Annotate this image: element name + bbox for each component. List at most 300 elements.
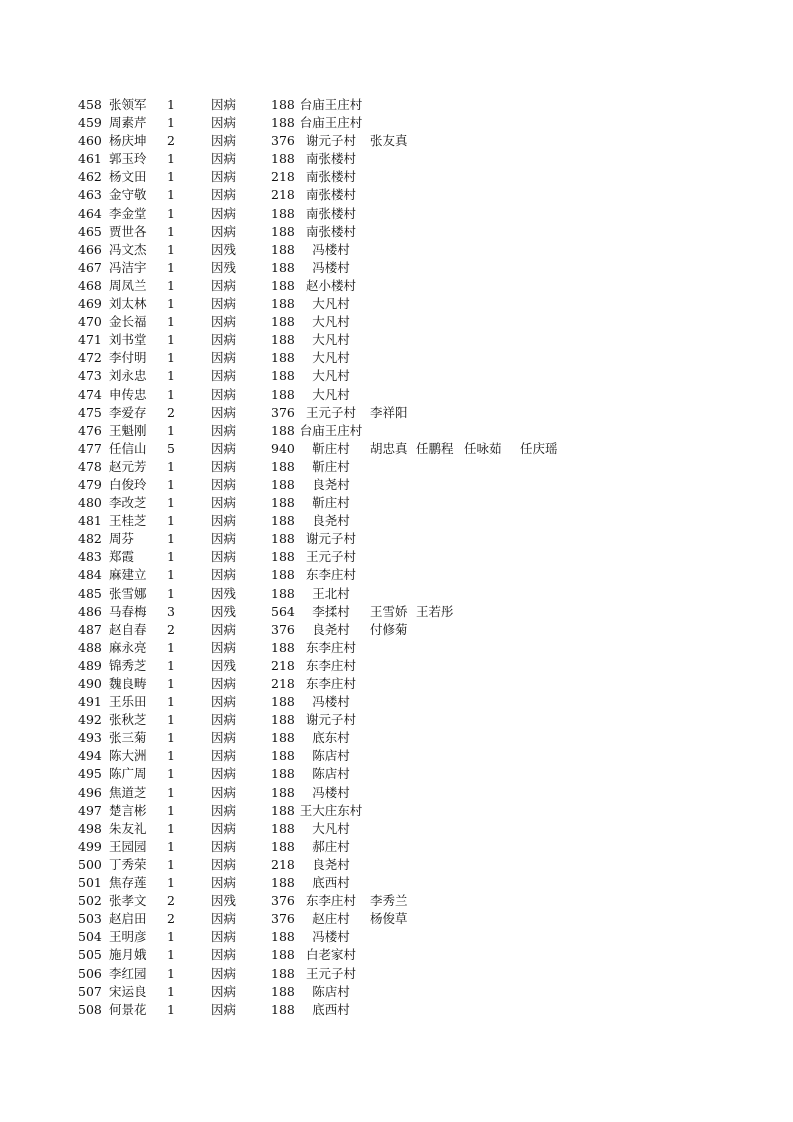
reason-cell: 因病 (211, 802, 237, 818)
row-number-cell: 497 (78, 802, 102, 818)
amount-cell: 188 (271, 802, 295, 818)
household-count-cell: 1 (167, 187, 175, 203)
row-number-cell: 468 (78, 277, 102, 293)
recipient-name-cell: 王乐田 (109, 694, 147, 710)
household-count-cell: 1 (167, 766, 175, 782)
recipient-name-cell: 刘书堂 (109, 332, 147, 348)
amount-cell: 188 (271, 259, 295, 275)
reason-cell: 因病 (211, 784, 237, 800)
reason-cell: 因残 (211, 893, 237, 909)
household-count-cell: 1 (167, 332, 175, 348)
row-number-cell: 477 (78, 440, 102, 456)
recipient-name-cell: 焦道芝 (109, 784, 147, 800)
recipient-name-cell: 李红园 (109, 965, 147, 981)
member-name-cell: 任咏茹 (464, 440, 502, 456)
row-number-cell: 483 (78, 549, 102, 565)
recipient-name-cell: 冯文杰 (109, 241, 147, 257)
village-cell: 王元子村 (305, 549, 356, 565)
amount-cell: 188 (271, 386, 295, 402)
row-number-cell: 487 (78, 621, 102, 637)
household-count-cell: 2 (167, 404, 175, 420)
row-number-cell: 500 (78, 856, 102, 872)
household-count-cell: 1 (167, 567, 175, 583)
reason-cell: 因病 (211, 531, 237, 547)
recipient-name-cell: 施月娥 (109, 947, 147, 963)
village-cell: 大凡村 (312, 350, 350, 366)
table-row (0, 386, 793, 404)
amount-cell: 188 (271, 513, 295, 529)
row-number-cell: 486 (78, 603, 102, 619)
row-number-cell: 507 (78, 983, 102, 999)
village-cell: 良尧村 (312, 621, 350, 637)
village-cell: 大凡村 (312, 314, 350, 330)
household-count-cell: 1 (167, 983, 175, 999)
village-cell: 东李庄村 (305, 893, 356, 909)
village-cell: 底西村 (312, 875, 350, 891)
amount-cell: 188 (271, 694, 295, 710)
household-count-cell: 1 (167, 151, 175, 167)
household-count-cell: 1 (167, 1001, 175, 1017)
village-cell: 李揉村 (312, 603, 350, 619)
household-count-cell: 1 (167, 386, 175, 402)
amount-cell: 188 (271, 567, 295, 583)
table-row (0, 349, 793, 367)
recipient-name-cell: 魏良畴 (109, 676, 147, 691)
table-row (0, 892, 793, 910)
recipient-name-cell: 王魁刚 (109, 422, 147, 438)
household-count-cell: 1 (167, 458, 175, 474)
row-number-cell: 504 (78, 929, 102, 945)
row-number-cell: 464 (78, 205, 102, 221)
recipient-name-cell: 郑霞 (109, 549, 135, 565)
member-name-cell: 杨俊草 (370, 911, 408, 927)
table-row (0, 494, 793, 512)
reason-cell: 因病 (211, 495, 237, 511)
village-cell: 靳庄村 (312, 458, 350, 474)
reason-cell: 因病 (211, 694, 237, 710)
row-number-cell: 480 (78, 495, 102, 511)
village-cell: 赵庄村 (312, 911, 350, 927)
household-count-cell: 1 (167, 277, 175, 293)
household-count-cell: 1 (167, 929, 175, 945)
recipient-name-cell: 王园园 (109, 838, 147, 854)
recipient-name-cell: 王桂芝 (109, 513, 147, 529)
row-number-cell: 479 (78, 476, 102, 492)
reason-cell: 因病 (211, 97, 237, 112)
reason-cell: 因病 (211, 730, 237, 746)
village-cell: 王大庄东村 (299, 802, 363, 818)
recipient-name-cell: 李付明 (109, 350, 147, 366)
village-cell: 台庙王庄村 (299, 97, 363, 112)
village-cell: 东李庄村 (305, 657, 356, 673)
recipient-name-cell: 丁秀荣 (109, 856, 147, 872)
table-row (0, 241, 793, 259)
household-count-cell: 1 (167, 296, 175, 312)
village-cell: 王元子村 (305, 965, 356, 981)
recipient-name-cell: 郭玉玲 (109, 151, 147, 167)
table-row (0, 1001, 793, 1019)
reason-cell: 因残 (211, 603, 237, 619)
village-cell: 赵小楼村 (305, 277, 356, 293)
amount-cell: 188 (271, 241, 295, 257)
amount-cell: 188 (271, 929, 295, 945)
amount-cell: 188 (271, 784, 295, 800)
recipient-name-cell: 赵自春 (109, 621, 147, 637)
household-count-cell: 2 (167, 911, 175, 927)
amount-cell: 188 (271, 277, 295, 293)
table-row (0, 223, 793, 241)
household-count-cell: 1 (167, 241, 175, 257)
row-number-cell: 499 (78, 838, 102, 854)
amount-cell: 218 (271, 856, 295, 872)
row-number-cell: 461 (78, 151, 102, 167)
village-cell: 冯楼村 (312, 784, 350, 800)
row-number-cell: 481 (78, 513, 102, 529)
reason-cell: 因病 (211, 875, 237, 891)
amount-cell: 376 (271, 893, 295, 909)
recipient-name-cell: 刘太林 (109, 296, 147, 312)
table-row (0, 965, 793, 983)
reason-cell: 因病 (211, 621, 237, 637)
village-cell: 台庙王庄村 (299, 115, 363, 131)
amount-cell: 188 (271, 332, 295, 348)
household-count-cell: 1 (167, 422, 175, 438)
member-name-cell: 王若彤 (416, 603, 454, 619)
amount-cell: 188 (271, 422, 295, 438)
amount-cell: 188 (271, 983, 295, 999)
household-count-cell: 1 (167, 531, 175, 547)
household-count-cell: 1 (167, 259, 175, 275)
amount-cell: 218 (271, 187, 295, 203)
recipient-name-cell: 白俊玲 (109, 476, 147, 492)
amount-cell: 188 (271, 223, 295, 239)
reason-cell: 因病 (211, 368, 237, 384)
amount-cell: 376 (271, 133, 295, 149)
reason-cell: 因病 (211, 332, 237, 348)
household-count-cell: 2 (167, 133, 175, 149)
household-count-cell: 1 (167, 730, 175, 746)
recipient-name-cell: 周凤兰 (109, 277, 147, 293)
household-count-cell: 1 (167, 549, 175, 565)
table-row (0, 856, 793, 874)
village-cell: 良尧村 (312, 476, 350, 492)
amount-cell: 188 (271, 585, 295, 601)
row-number-cell: 498 (78, 820, 102, 836)
row-number-cell: 492 (78, 712, 102, 728)
row-number-cell: 489 (78, 657, 102, 673)
amount-cell: 376 (271, 621, 295, 637)
household-count-cell: 1 (167, 513, 175, 529)
row-number-cell: 475 (78, 404, 102, 420)
member-name-cell: 李祥阳 (370, 404, 408, 420)
household-count-cell: 1 (167, 838, 175, 854)
reason-cell: 因病 (211, 929, 237, 945)
table-row (0, 168, 793, 186)
household-count-cell: 1 (167, 97, 175, 112)
household-count-cell: 1 (167, 205, 175, 221)
recipient-name-cell: 刘永忠 (109, 368, 147, 384)
reason-cell: 因病 (211, 549, 237, 565)
household-count-cell: 2 (167, 621, 175, 637)
amount-cell: 376 (271, 911, 295, 927)
recipient-name-cell: 李改芝 (109, 495, 147, 511)
table-row (0, 820, 793, 838)
reason-cell: 因病 (211, 748, 237, 764)
reason-cell: 因病 (211, 476, 237, 492)
member-name-cell: 胡忠真 (370, 440, 408, 456)
village-cell: 台庙王庄村 (299, 422, 363, 438)
reason-cell: 因病 (211, 296, 237, 312)
recipient-name-cell: 宋运良 (109, 983, 147, 999)
amount-cell: 188 (271, 947, 295, 963)
reason-cell: 因病 (211, 639, 237, 655)
recipient-name-cell: 贾世各 (109, 223, 147, 239)
reason-cell: 因病 (211, 983, 237, 999)
row-number-cell: 494 (78, 748, 102, 764)
table-row (0, 747, 793, 765)
household-count-cell: 1 (167, 694, 175, 710)
household-count-cell: 1 (167, 350, 175, 366)
recipient-name-cell: 焦存莲 (109, 875, 147, 891)
amount-cell: 188 (271, 712, 295, 728)
table-row (0, 205, 793, 223)
amount-cell: 188 (271, 314, 295, 330)
reason-cell: 因病 (211, 965, 237, 981)
village-cell: 陈店村 (312, 748, 350, 764)
row-number-cell: 470 (78, 314, 102, 330)
recipient-name-cell: 金守敬 (109, 187, 147, 203)
amount-cell: 564 (271, 603, 295, 619)
row-number-cell: 505 (78, 947, 102, 963)
reason-cell: 因病 (211, 133, 237, 149)
amount-cell: 188 (271, 549, 295, 565)
recipient-name-cell: 李金堂 (109, 205, 147, 221)
amount-cell: 188 (271, 296, 295, 312)
table-row (0, 693, 793, 711)
amount-cell: 218 (271, 676, 295, 691)
table-row (0, 946, 793, 964)
row-number-cell: 491 (78, 694, 102, 710)
amount-cell: 188 (271, 639, 295, 655)
village-cell: 靳庄村 (312, 440, 350, 456)
row-number-cell: 503 (78, 911, 102, 927)
row-number-cell: 501 (78, 875, 102, 891)
row-number-cell: 466 (78, 241, 102, 257)
row-number-cell: 506 (78, 965, 102, 981)
recipient-name-cell: 楚言彬 (109, 802, 147, 818)
reason-cell: 因病 (211, 458, 237, 474)
household-count-cell: 1 (167, 802, 175, 818)
table-row (0, 259, 793, 277)
table-row (0, 838, 793, 856)
table-row (0, 910, 793, 928)
recipient-name-cell: 杨庆坤 (109, 133, 147, 149)
household-count-cell: 1 (167, 368, 175, 384)
member-name-cell: 付修菊 (370, 621, 408, 637)
reason-cell: 因病 (211, 151, 237, 167)
reason-cell: 因病 (211, 404, 237, 420)
recipient-name-cell: 麻永亮 (109, 639, 147, 655)
row-number-cell: 465 (78, 223, 102, 239)
recipient-name-cell: 杨文田 (109, 169, 147, 185)
relief-list-table (0, 96, 793, 1019)
village-cell: 良尧村 (312, 513, 350, 529)
recipient-name-cell: 张孝文 (109, 893, 147, 909)
table-row (0, 983, 793, 1001)
reason-cell: 因病 (211, 277, 237, 293)
amount-cell: 188 (271, 495, 295, 511)
row-number-cell: 474 (78, 386, 102, 402)
village-cell: 南张楼村 (305, 187, 356, 203)
household-count-cell: 1 (167, 947, 175, 963)
household-count-cell: 1 (167, 223, 175, 239)
village-cell: 陈店村 (312, 766, 350, 782)
reason-cell: 因病 (211, 567, 237, 583)
reason-cell: 因残 (211, 241, 237, 257)
household-count-cell: 1 (167, 875, 175, 891)
village-cell: 王北村 (312, 585, 350, 601)
amount-cell: 188 (271, 97, 295, 112)
village-cell: 东李庄村 (305, 676, 356, 691)
recipient-name-cell: 周素芹 (109, 115, 147, 131)
reason-cell: 因残 (211, 259, 237, 275)
village-cell: 郝庄村 (312, 838, 350, 854)
recipient-name-cell: 任信山 (109, 440, 147, 456)
household-count-cell: 1 (167, 169, 175, 185)
amount-cell: 188 (271, 458, 295, 474)
village-cell: 南张楼村 (305, 169, 356, 185)
recipient-name-cell: 王明彦 (109, 929, 147, 945)
household-count-cell: 1 (167, 712, 175, 728)
table-row (0, 657, 793, 675)
amount-cell: 188 (271, 965, 295, 981)
village-cell: 白老家村 (305, 947, 356, 963)
reason-cell: 因残 (211, 657, 237, 673)
village-cell: 谢元子村 (305, 531, 356, 547)
reason-cell: 因病 (211, 350, 237, 366)
household-count-cell: 1 (167, 495, 175, 511)
table-row (0, 186, 793, 204)
amount-cell: 188 (271, 531, 295, 547)
recipient-name-cell: 麻建立 (109, 567, 147, 583)
member-name-cell: 任庆瑶 (520, 440, 558, 456)
household-count-cell: 1 (167, 676, 175, 691)
table-row (0, 367, 793, 385)
recipient-name-cell: 金长福 (109, 314, 147, 330)
row-number-cell: 469 (78, 296, 102, 312)
amount-cell: 218 (271, 657, 295, 673)
amount-cell: 218 (271, 169, 295, 185)
table-row (0, 150, 793, 168)
member-name-cell: 任鹏程 (416, 440, 454, 456)
row-number-cell: 476 (78, 422, 102, 438)
recipient-name-cell: 陈大洲 (109, 748, 147, 764)
table-row (0, 784, 793, 802)
amount-cell: 188 (271, 151, 295, 167)
amount-cell: 188 (271, 205, 295, 221)
village-cell: 良尧村 (312, 856, 350, 872)
village-cell: 大凡村 (312, 332, 350, 348)
table-row (0, 675, 793, 693)
amount-cell: 188 (271, 368, 295, 384)
recipient-name-cell: 何景花 (109, 1001, 147, 1017)
recipient-name-cell: 赵元芳 (109, 458, 147, 474)
village-cell: 大凡村 (312, 820, 350, 836)
row-number-cell: 484 (78, 567, 102, 583)
table-row (0, 802, 793, 820)
reason-cell: 因病 (211, 820, 237, 836)
amount-cell: 376 (271, 404, 295, 420)
village-cell: 冯楼村 (312, 241, 350, 257)
row-number-cell: 482 (78, 531, 102, 547)
row-number-cell: 496 (78, 784, 102, 800)
village-cell: 冯楼村 (312, 259, 350, 275)
reason-cell: 因病 (211, 712, 237, 728)
reason-cell: 因病 (211, 947, 237, 963)
village-cell: 陈店村 (312, 983, 350, 999)
reason-cell: 因病 (211, 422, 237, 438)
amount-cell: 188 (271, 1001, 295, 1017)
table-row (0, 512, 793, 530)
recipient-name-cell: 张三菊 (109, 730, 147, 746)
row-number-cell: 473 (78, 368, 102, 384)
reason-cell: 因病 (211, 205, 237, 221)
village-cell: 底西村 (312, 1001, 350, 1017)
village-cell: 大凡村 (312, 296, 350, 312)
amount-cell: 188 (271, 820, 295, 836)
recipient-name-cell: 周芬 (109, 531, 135, 547)
table-row (0, 331, 793, 349)
table-row (0, 621, 793, 639)
village-cell: 王元子村 (305, 404, 356, 420)
table-row (0, 765, 793, 783)
row-number-cell: 490 (78, 676, 102, 691)
reason-cell: 因病 (211, 169, 237, 185)
row-number-cell: 467 (78, 259, 102, 275)
recipient-name-cell: 张雪娜 (109, 585, 147, 601)
household-count-cell: 1 (167, 820, 175, 836)
row-number-cell: 459 (78, 115, 102, 131)
village-cell: 谢元子村 (305, 133, 356, 149)
table-row (0, 132, 793, 150)
table-row (0, 114, 793, 132)
household-count-cell: 1 (167, 856, 175, 872)
amount-cell: 188 (271, 748, 295, 764)
amount-cell: 188 (271, 838, 295, 854)
table-row (0, 404, 793, 422)
village-cell: 大凡村 (312, 386, 350, 402)
row-number-cell: 508 (78, 1001, 102, 1017)
household-count-cell: 2 (167, 893, 175, 909)
recipient-name-cell: 冯洁宇 (109, 259, 147, 275)
table-row (0, 295, 793, 313)
amount-cell: 188 (271, 115, 295, 131)
reason-cell: 因病 (211, 223, 237, 239)
table-row (0, 530, 793, 548)
village-cell: 东李庄村 (305, 567, 356, 583)
village-cell: 底东村 (312, 730, 350, 746)
amount-cell: 188 (271, 476, 295, 492)
village-cell: 南张楼村 (305, 205, 356, 221)
row-number-cell: 458 (78, 97, 102, 112)
table-row (0, 548, 793, 566)
row-number-cell: 471 (78, 332, 102, 348)
household-count-cell: 1 (167, 965, 175, 981)
table-row (0, 874, 793, 892)
table-row (0, 422, 793, 440)
recipient-name-cell: 申传忠 (109, 386, 147, 402)
household-count-cell: 1 (167, 476, 175, 492)
